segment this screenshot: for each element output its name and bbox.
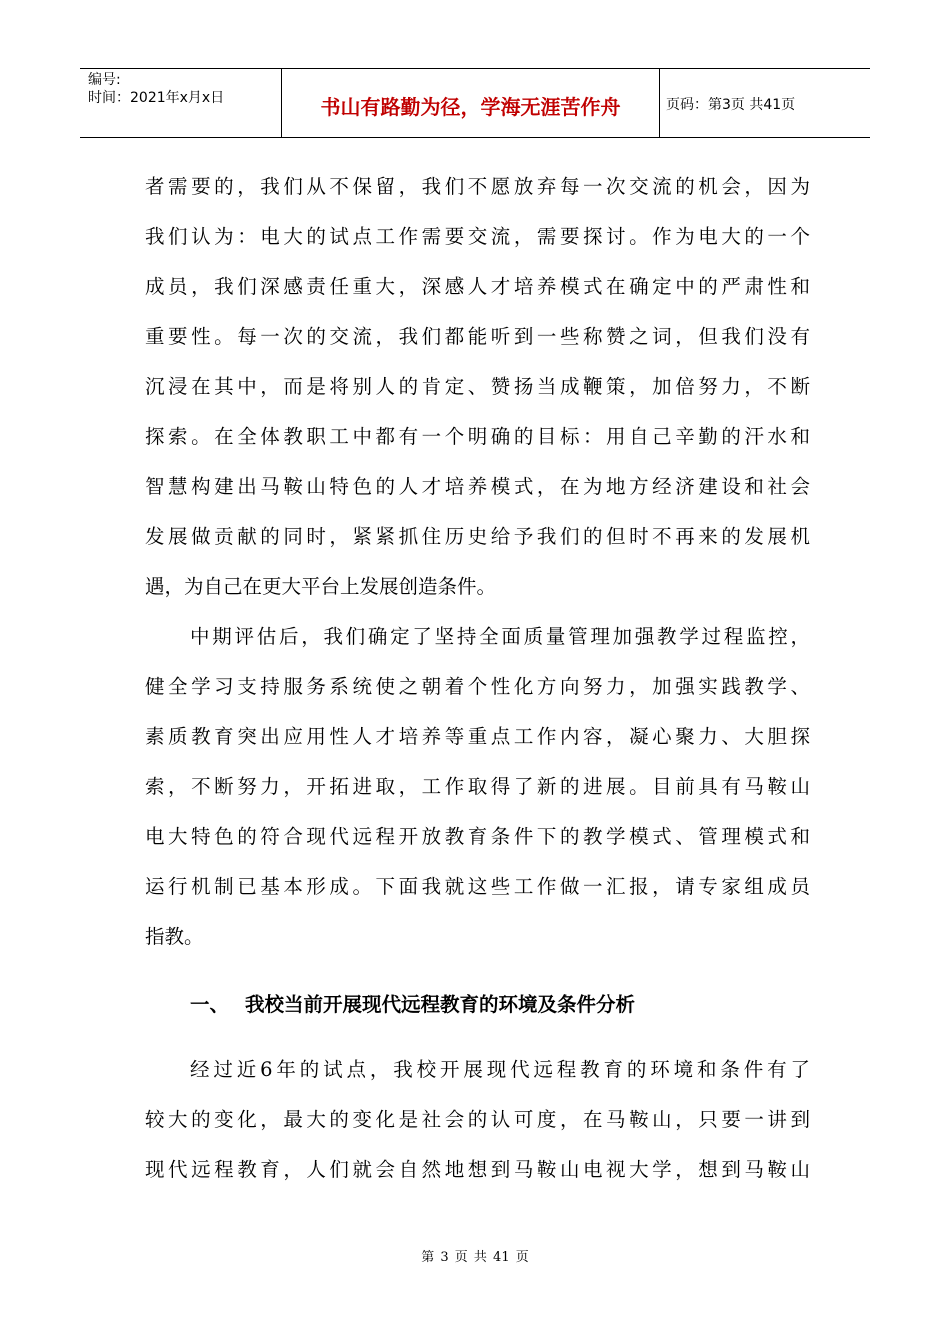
section-title: 我校当前开展现代远程教育的环境及条件分析 [245, 993, 636, 1016]
body-text-block-2 [145, 1045, 810, 1195]
page-header [80, 68, 870, 138]
section-number: 一、 [190, 993, 230, 1016]
text-line: 遇，为自己在更大平台上发展创造条件。 [145, 575, 497, 598]
header-page-cell [660, 69, 870, 137]
header-motto-cell [282, 69, 660, 137]
text-line: 我们认为：电大的试点工作需要交流，需要探讨。作为电大的一个 [145, 225, 810, 248]
text-line: 电大特色的符合现代远程开放教育条件下的教学模式、管理模式和 [145, 825, 810, 848]
text-line: 经过近6年的试点，我校开展现代远程教育的环境和条件有了 [190, 1058, 810, 1081]
header-motto: 书山有路勤为径，学海无涯苦作舟 [320, 95, 621, 119]
text-line: 探索。在全体教职工中都有一个明确的目标：用自己辛勤的汗水和 [145, 425, 810, 448]
document-date: 时间：2021年x月x日 [88, 90, 225, 106]
text-line: 健全学习支持服务系统使之朝着个性化方向努力，加强实践教学、 [145, 675, 810, 698]
text-line: 索，不断努力，开拓进取，工作取得了新的进展。目前具有马鞍山 [145, 775, 810, 798]
text-line: 成员，我们深感责任重大，深感人才培养模式在确定中的严肃性和 [145, 275, 810, 298]
text-line: 指教。 [145, 925, 204, 948]
header-page-info: 页码：第3页 共41页 [666, 97, 796, 113]
text-line: 素质教育突出应用性人才培养等重点工作内容，凝心聚力、大胆探 [145, 725, 810, 748]
page-footer: 第 3 页 共 41 页 [421, 1250, 529, 1265]
text-line: 运行机制已基本形成。下面我就这些工作做一汇报，请专家组成员 [145, 875, 810, 898]
document-number-label: 编号: [88, 72, 121, 88]
text-line: 现代远程教育，人们就会自然地想到马鞍山电视大学，想到马鞍山 [145, 1158, 810, 1181]
text-line: 重要性。每一次的交流，我们都能听到一些称赞之词，但我们没有 [145, 325, 810, 348]
section-heading [190, 985, 635, 1025]
text-line: 较大的变化，最大的变化是社会的认可度，在马鞍山，只要一讲到 [145, 1108, 810, 1131]
text-line: 者需要的，我们从不保留，我们不愿放弃每一次交流的机会，因为 [145, 175, 810, 198]
text-line: 沉浸在其中，而是将别人的肯定、赞扬当成鞭策，加倍努力，不断 [145, 375, 810, 398]
text-line: 中期评估后，我们确定了坚持全面质量管理加强教学过程监控， [190, 625, 810, 648]
text-line: 智慧构建出马鞍山特色的人才培养模式，在为地方经济建设和社会 [145, 475, 810, 498]
text-line: 发展做贡献的同时，紧紧抓住历史给予我们的但时不再来的发展机 [145, 525, 810, 548]
body-text-block-1 [145, 162, 810, 962]
header-meta-cell [80, 69, 282, 137]
